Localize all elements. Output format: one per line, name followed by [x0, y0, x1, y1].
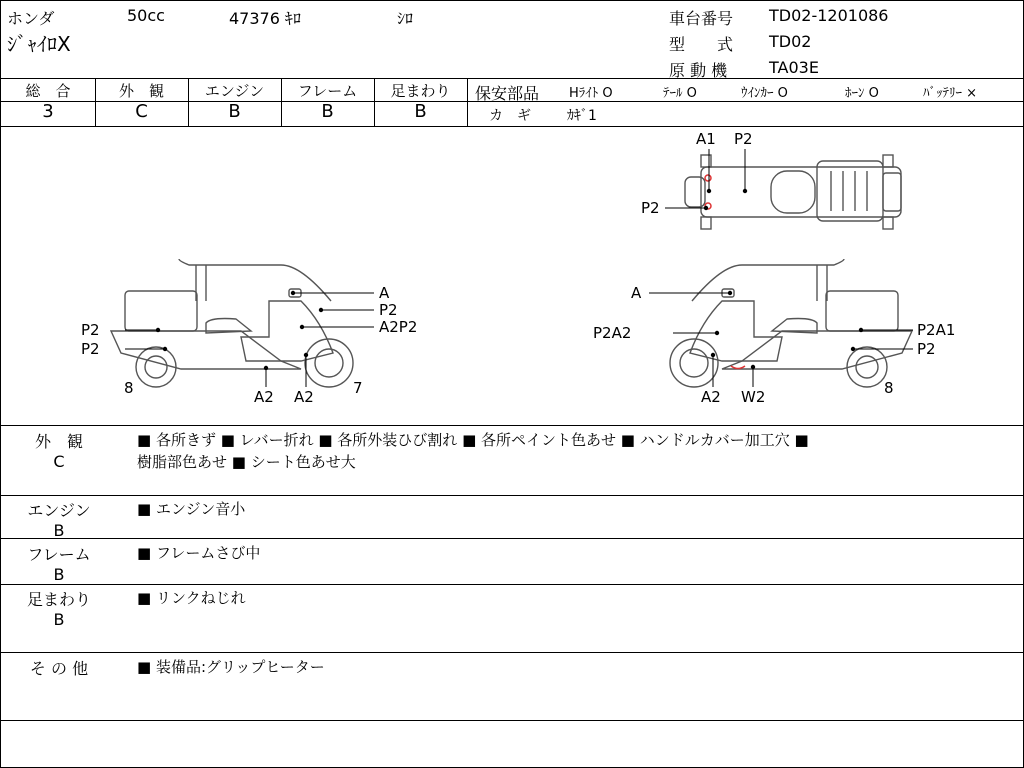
displacement: 50cc [127, 6, 165, 25]
damage-code: A2 [254, 388, 274, 406]
safety-item: ｳｲﾝｶｰ O [741, 86, 788, 101]
damage-code: A2 [701, 388, 721, 406]
damage-code: 8 [124, 379, 134, 397]
damage-code: P2 [734, 130, 753, 148]
maker: ホンダ [7, 9, 55, 28]
section-grade: B [53, 521, 65, 540]
section-label: 足まわり [26, 590, 91, 609]
damage-code: A1 [696, 130, 716, 148]
damage-code: P2 [81, 321, 100, 339]
safety-item: Hﾗｲﾄ O [569, 86, 613, 101]
scooter-top-view [685, 155, 901, 229]
frame-no: TD02-1201086 [769, 6, 889, 25]
divider [1, 652, 1023, 653]
scooter-left-view [111, 259, 353, 387]
section-engine-label [23, 498, 95, 540]
divider [1, 78, 1023, 79]
safety-item: ﾃｰﾙ O [663, 86, 697, 101]
section-other-text: ■ 装備品:グリップヒーター [137, 658, 325, 676]
section-exterior-text: ■ 各所きず ■ レバー折れ ■ 各所外装ひび割れ ■ 各所ペイント色あせ ■ ハンドルカバー加工穴 ■ [137, 431, 809, 449]
damage-code: W2 [741, 388, 766, 406]
damage-code: 7 [353, 379, 363, 397]
body-color: ｼﾛ [397, 9, 414, 28]
key-value: ｶｷﾞ1 [567, 108, 597, 124]
damage-code: A2 [294, 388, 314, 406]
damage-code: A2P2 [379, 318, 418, 336]
mileage: 47376 ｷﾛ [229, 9, 301, 28]
damage-code: P2A1 [917, 321, 956, 339]
model-name: ｼﾞｬｲﾛX [7, 32, 71, 56]
type-value: TD02 [769, 32, 812, 51]
damage-code: 8 [884, 379, 894, 397]
section-label: 外 観 [34, 432, 83, 451]
grade-exterior [95, 80, 188, 122]
grade-suspension [374, 80, 467, 122]
engine-label: 原 動 機 [669, 61, 728, 80]
divider [1, 495, 1023, 496]
type-label: 型 式 [669, 35, 734, 54]
section-frame-text: ■ フレームさび中 [137, 544, 261, 562]
grade-title: フレーム [297, 82, 358, 100]
grade-value: B [414, 101, 427, 122]
section-other-label [23, 656, 95, 679]
scooter-right-view [670, 259, 912, 387]
section-label: フレーム [27, 545, 91, 564]
safety-item: ﾊﾞｯﾃﾘｰ × [923, 86, 978, 101]
safety-title: 保安部品 [475, 84, 540, 103]
grade-title: 総 合 [25, 82, 71, 100]
section-grade: B [53, 610, 65, 629]
damage-code: A [379, 284, 390, 302]
grade-title: エンジン [204, 82, 265, 100]
section-label: エンジン [27, 501, 91, 520]
section-engine-text: ■ エンジン音小 [137, 500, 246, 518]
key-label: カ ギ [489, 108, 531, 124]
frame-no-label: 車台番号 [669, 9, 734, 28]
damage-diagram [1, 127, 1023, 425]
divider [1, 538, 1023, 539]
damage-code: A [631, 284, 642, 302]
grade-title: 足まわり [390, 82, 451, 100]
grade-overall [1, 80, 95, 122]
section-frame-label [23, 542, 95, 584]
section-suspension-text: ■ リンクねじれ [137, 589, 246, 607]
section-grade: C [53, 452, 65, 471]
grade-value: 3 [42, 101, 54, 122]
grade-value: C [135, 101, 148, 122]
grade-value: B [228, 101, 241, 122]
divider [1, 425, 1023, 426]
section-exterior-text-2: 樹脂部色あせ ■ シート色あせ大 [137, 453, 356, 471]
grade-value: B [321, 101, 334, 122]
section-exterior-label [23, 429, 95, 471]
section-grade: B [53, 565, 65, 584]
safety-item: ﾎｰﾝ O [845, 86, 879, 101]
divider [1, 720, 1023, 721]
divider [1, 584, 1023, 585]
damage-code: P2 [379, 301, 398, 319]
grade-engine [188, 80, 281, 122]
damage-code: P2A2 [593, 324, 632, 342]
damage-code: P2 [81, 340, 100, 358]
engine-value: TA03E [769, 58, 819, 77]
divider [467, 78, 468, 126]
grade-title: 外 観 [118, 82, 164, 100]
grade-frame [281, 80, 374, 122]
damage-code: P2 [641, 199, 660, 217]
damage-code: P2 [917, 340, 936, 358]
section-label: そ の 他 [29, 659, 89, 678]
section-suspension-label [23, 587, 95, 629]
